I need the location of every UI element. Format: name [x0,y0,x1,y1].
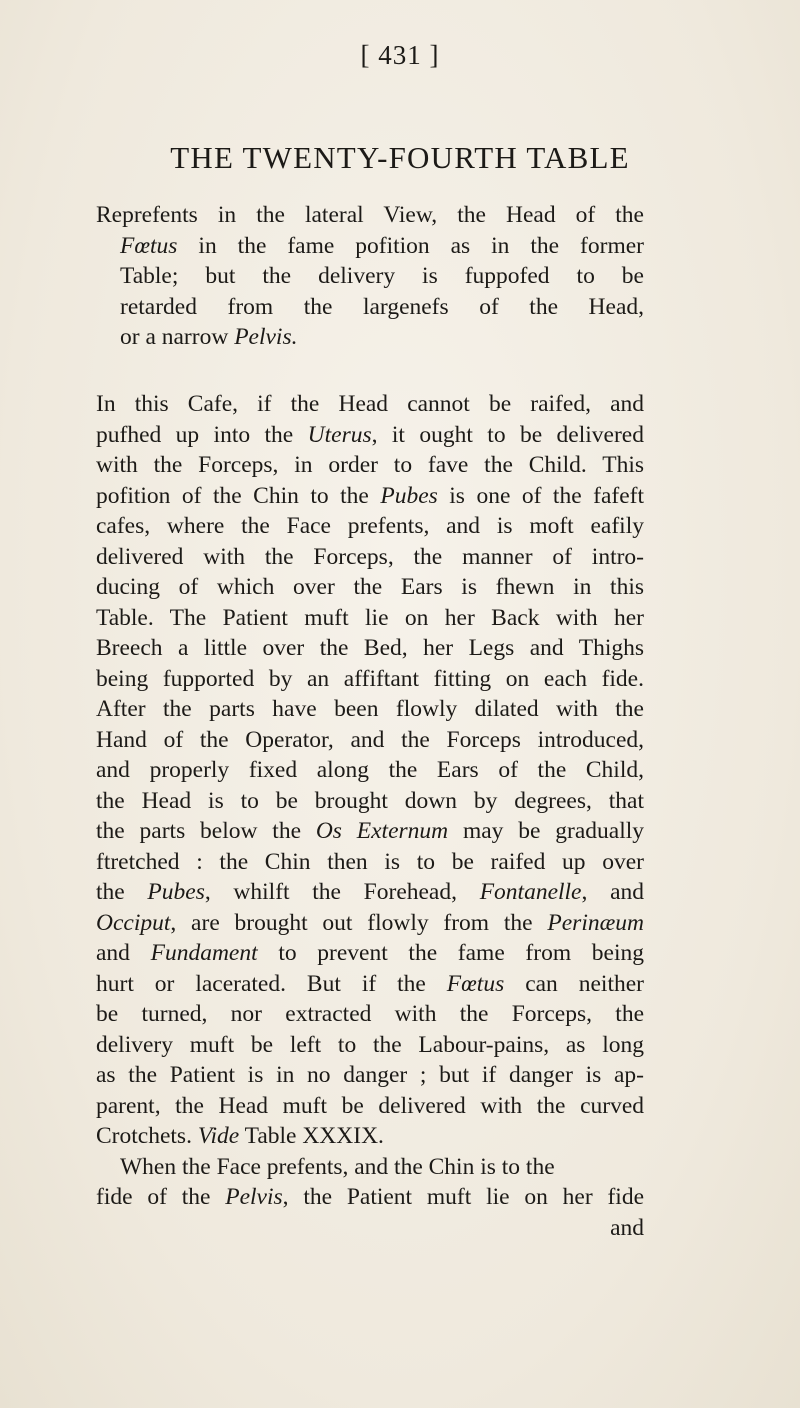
italic-term: Fœtus [446,970,505,997]
text-line [96,322,644,353]
text-line [96,847,644,878]
italic-term: Pelvis [225,1184,283,1210]
text-run: Hand of the Operator, and the Forceps introduced, [96,726,644,753]
italic-term: Pubes [380,482,438,509]
text-line [96,450,644,481]
text-run: ducing of which over the Ears is fhewn in this [96,574,644,600]
italic-term: Occiput [96,909,171,936]
text-run: pofition of the Chin to the [96,482,381,509]
text-run: In this Cafe, if the Head cannot be raifed, and [96,391,644,417]
text-run: to prevent the fame from being [257,940,644,966]
text-run: with the Forceps, in order to fave the Child. This [96,452,644,478]
text-run: Crotchets. [96,1123,198,1149]
text-run: delivered with the Forceps, the manner of intro- [96,543,644,570]
text-line [96,1182,644,1213]
text-line [96,633,644,664]
text-run: When the Face prefents, and the Chin is to the [120,1153,555,1180]
text-run: or a narrow [120,324,235,350]
text-run: , are brought out flowly from the [170,909,548,936]
text-run: Table XXXIX. [239,1123,384,1149]
text-run: can neither [504,970,644,997]
italic-term: Os Externum [315,818,449,844]
text-run: ftretched : the Chin then is to be raifed up over [96,848,644,875]
text-line [96,969,644,1000]
text-run: cafes, where the Face prefents, and is moft eafily [96,513,644,539]
text-run: the [96,879,148,905]
text-line [96,694,644,725]
italic-term: Vide [197,1123,240,1149]
text-run: Table. The Patient muft lie on her Back with her [96,604,644,631]
italic-term: Pubes [147,879,205,905]
text-run: Table; but the delivery is fuppofed to be [120,263,644,289]
text-line [96,481,644,512]
italic-term: Uterus [307,421,372,448]
italic-term: Pelvis. [234,324,298,350]
italic-term: Fontanelle [479,879,582,905]
italic-term: Fœtus [120,232,178,259]
italic-term: Perinæum [547,909,644,936]
text-line [96,1060,644,1091]
text-line [96,999,644,1030]
text-run: and properly fixed along the Ears of the Child, [96,757,644,783]
text-run: is one of the fafeft [437,482,644,509]
text-run: delivery muft be left to the Labour-pains, as long [96,1031,644,1058]
text-line [96,1121,644,1152]
text-run: being fupported by an affiftant fitting on each fide. [96,665,644,692]
italic-term: Fundament [150,940,258,966]
text-line [96,1213,644,1244]
text-run: parent, the Head muft be delivered with the curved [96,1092,644,1119]
text-line [96,420,644,451]
text-run: be turned, nor extracted with the Forceps, the [96,1001,644,1027]
text-run: in the fame pofition as in the former [177,232,644,259]
text-run: , and [581,879,645,905]
text-line [96,292,644,323]
text-line [96,231,644,262]
text-run: fide of the [96,1184,226,1210]
text-run: the Head is to be brought down by degrees, that [96,787,644,814]
text-run: , the Patient muft lie on her fide [282,1184,644,1210]
text-line [96,572,644,603]
paragraph-2 [96,389,644,1243]
text-run: , it ought to be delivered [371,421,644,448]
text-run: as the Patient is in no danger ; but if danger is ap- [96,1062,644,1088]
text-line [96,1152,644,1183]
text-line [96,1030,644,1061]
text-line [96,1091,644,1122]
text-line [96,755,644,786]
page-heading: THE TWENTY-FOURTH TABLE [170,140,630,175]
text-line [96,389,644,420]
text-run: the parts below the [96,818,316,844]
text-line [96,908,644,939]
text-line [96,938,644,969]
text-line [96,261,644,292]
paragraph-1 [96,200,644,353]
text-line [96,200,644,231]
text-line [96,603,644,634]
text-run: and [610,1214,644,1241]
text-line [96,664,644,695]
text-run: After the parts have been flowly dilated with the [96,696,644,722]
text-line [96,725,644,756]
page-number: [ 431 ] [360,40,440,70]
text-run: pufhed up into the [96,421,308,448]
text-run: retarded from the largenefs of the Head, [120,293,644,320]
text-run: and [96,940,151,966]
text-run: , whilft the Forehead, [204,879,480,905]
text-line [96,511,644,542]
text-line [96,542,644,573]
text-run: Reprefents in the lateral View, the Head of the [96,202,644,228]
text-line [96,786,644,817]
text-run: hurt or lacerated. But if the [96,970,447,997]
text-run: Breech a little over the Bed, her Legs and Thighs [96,635,644,661]
text-run: may be gradually [448,818,644,844]
text-line [96,877,644,908]
text-line [96,816,644,847]
